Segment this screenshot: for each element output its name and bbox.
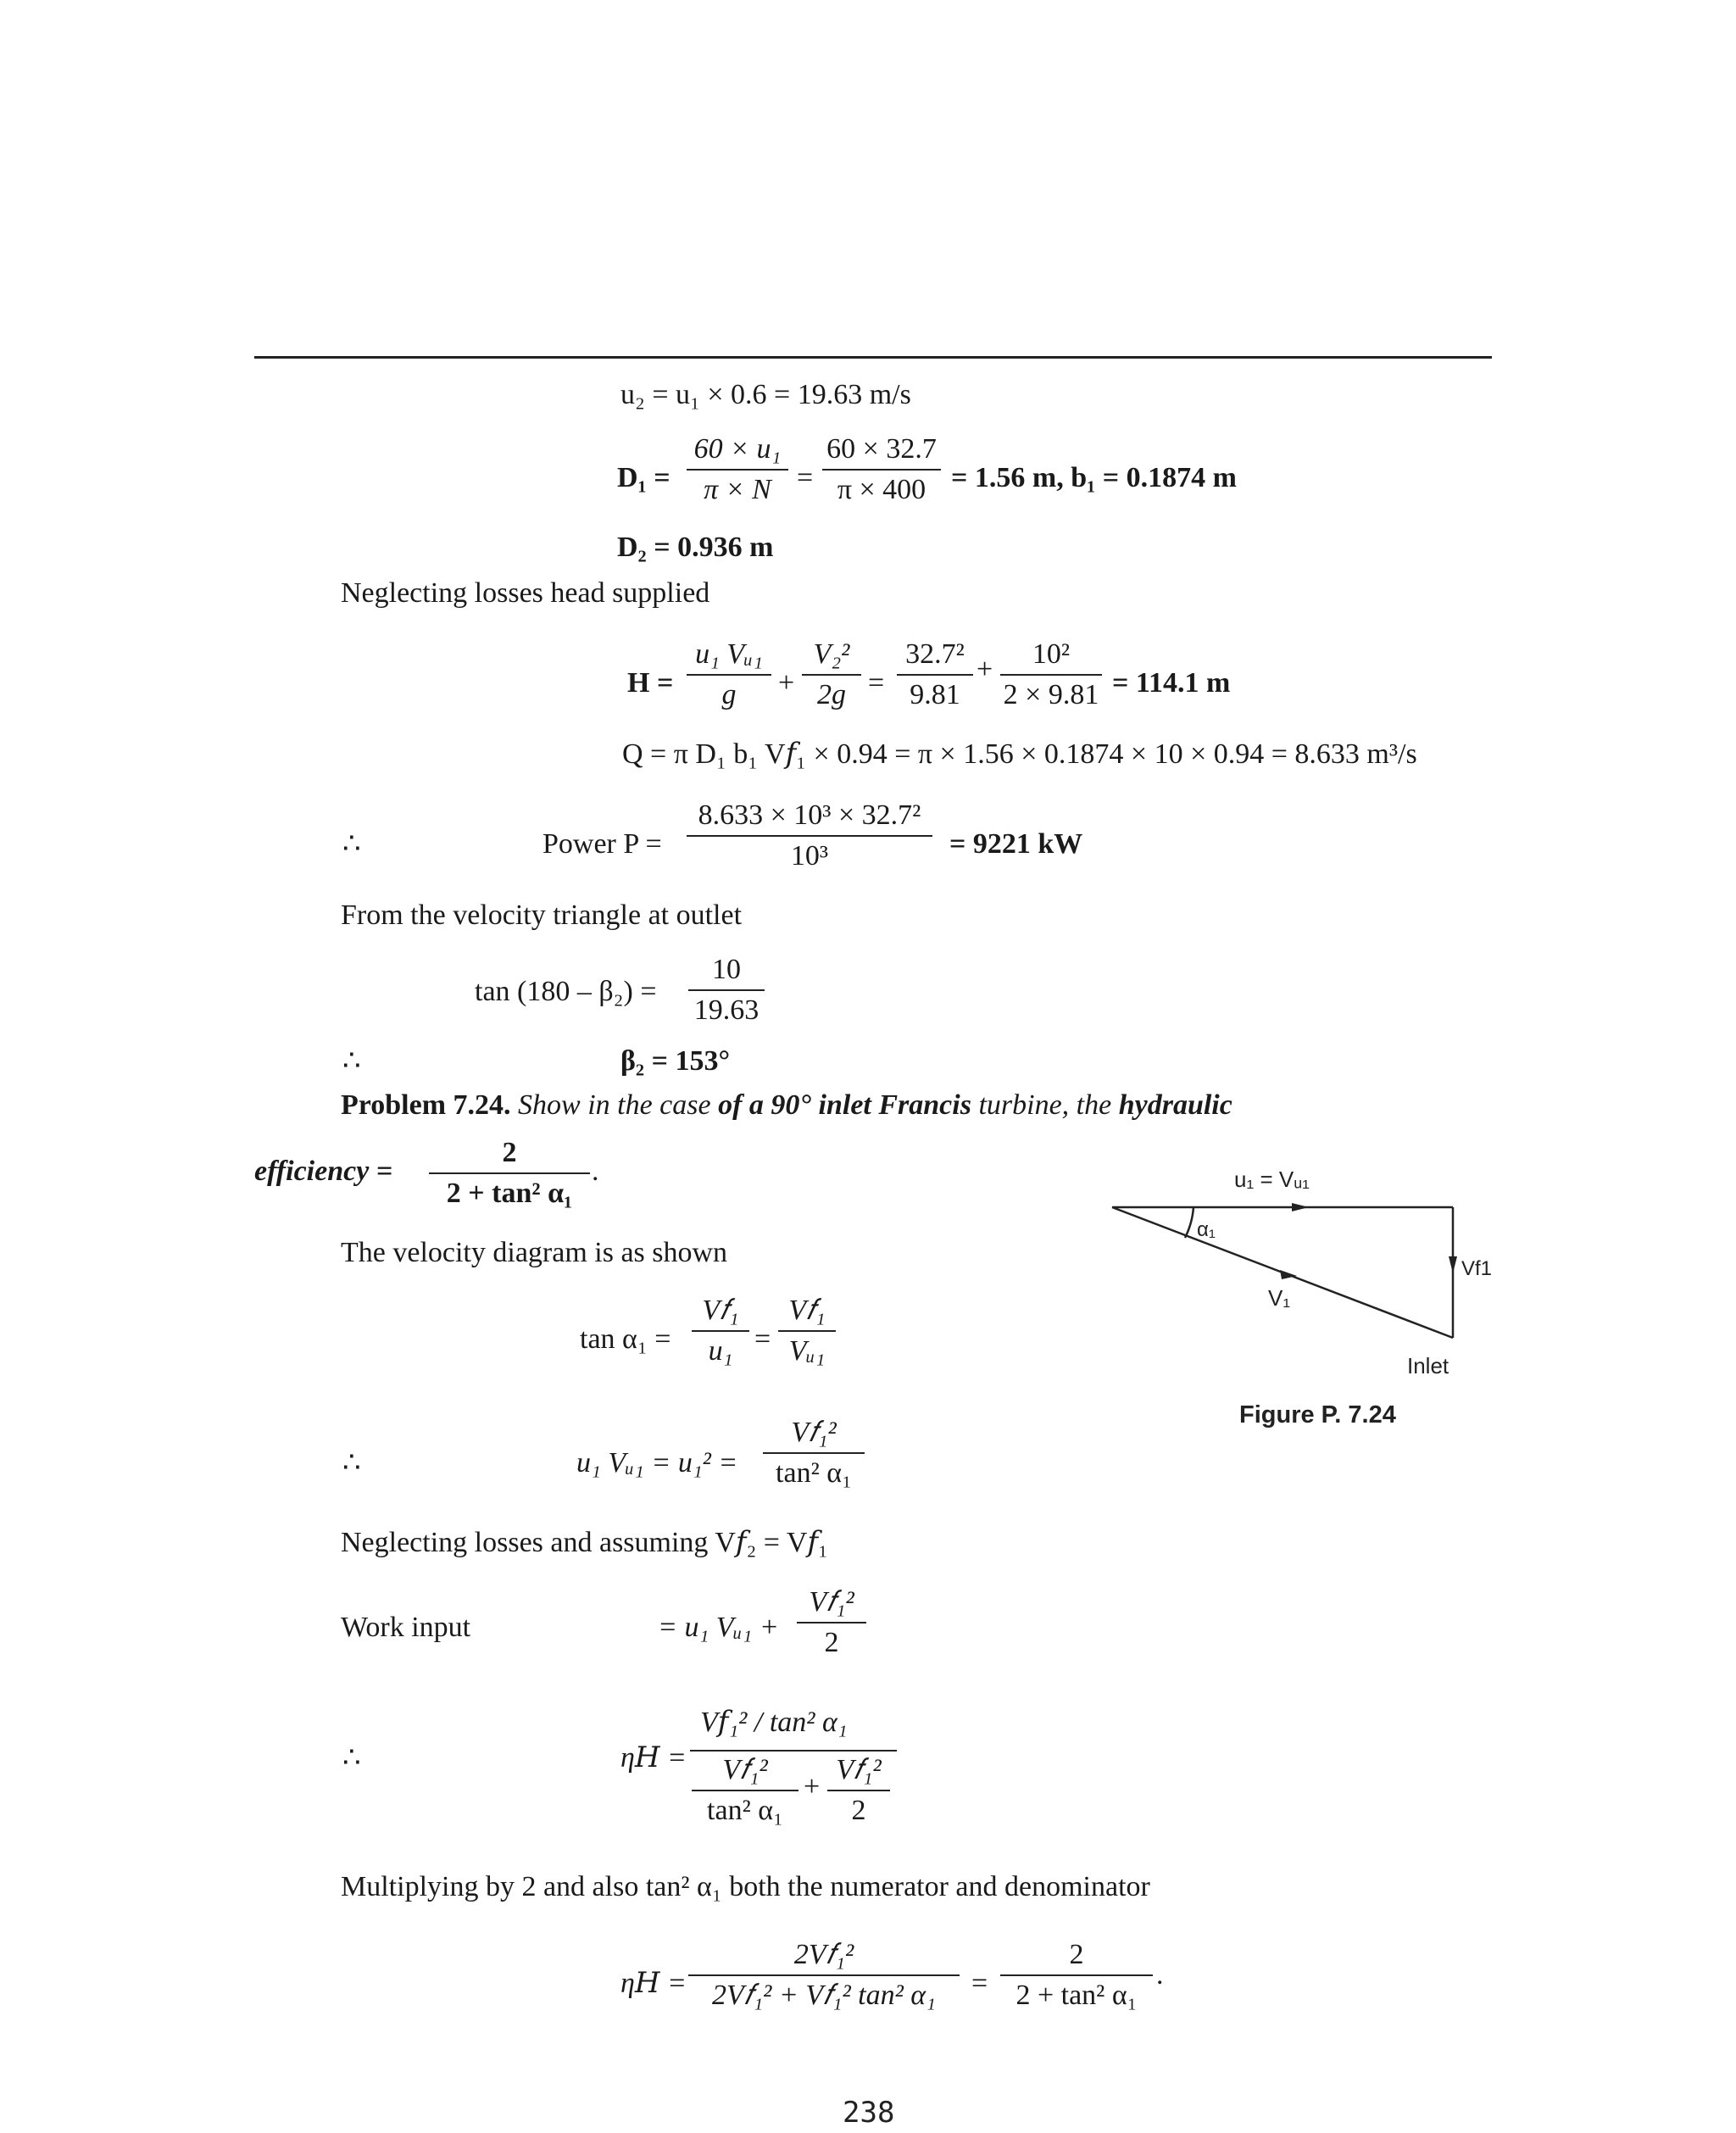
- eq-tan-frac: 10 19.63: [688, 953, 765, 1028]
- eq-h-eq2: =: [868, 667, 885, 699]
- eq-h-plus1: +: [778, 667, 795, 699]
- eq-p-result: = 9221 kW: [949, 828, 1083, 860]
- therefore-3: ∴: [342, 1447, 361, 1479]
- eq-eta1-dfrac2: V𝑓₁² 2: [827, 1753, 890, 1828]
- text-multiplying: Multiplying by 2 and also tan² α₁ both the numerator and denominator: [341, 1871, 1150, 1902]
- eq-tana-eq2: =: [754, 1323, 771, 1355]
- therefore-1: ∴: [342, 828, 361, 860]
- eq-eta1-mainbar: [690, 1750, 897, 1752]
- eq-uv-lhs: u₁ Vᵤ₁ = u₁² =: [576, 1447, 738, 1479]
- work-label: Work input: [341, 1612, 471, 1643]
- eq-eta2-dot: .: [1156, 1959, 1164, 1991]
- text-neglecting-assuming: Neglecting losses and assuming V𝑓₂ = V𝑓₁: [341, 1527, 828, 1558]
- page-number: 238: [843, 2096, 895, 2130]
- eq-eta1-plus: +: [804, 1771, 821, 1802]
- eq-h-frac4: 10² 2 × 9.81: [1000, 638, 1102, 712]
- eq-d2: D₂ = 0.936 m: [617, 532, 774, 563]
- eq-eta2-eq2: =: [971, 1968, 988, 1999]
- vf1-label: Vf1: [1461, 1257, 1493, 1280]
- eq-d1-result: = 1.56 m, b₁ = 0.1874 m: [951, 462, 1237, 493]
- efficiency-dot: .: [592, 1156, 599, 1187]
- u1-arrow: [1292, 1203, 1309, 1211]
- eq-eta1-dfrac1: V𝑓₁² tan² α₁: [692, 1753, 798, 1828]
- eq-h-frac3: 32.7² 9.81: [897, 638, 973, 712]
- eq-eta2-frac1: 2V𝑓₁² 2V𝑓₁² + V𝑓₁² tan² α₁: [688, 1938, 960, 2013]
- eq-work-frac: V𝑓₁² 2: [797, 1585, 866, 1660]
- eq-eta1-num: V𝑓₁² / tan² α₁: [700, 1707, 848, 1738]
- eq-h-result: = 114.1 m: [1112, 667, 1231, 699]
- therefore-4: ∴: [342, 1742, 361, 1774]
- v1-label: V₁: [1268, 1285, 1291, 1311]
- eq-h-frac2: V₂² 2g: [802, 638, 861, 712]
- text-neglecting: Neglecting losses head supplied: [341, 577, 710, 609]
- eq-beta2: β₂ = 153°: [620, 1045, 731, 1077]
- alpha-label: α₁: [1197, 1218, 1216, 1241]
- velocity-triangle-figure: [1102, 1161, 1509, 1433]
- eq-d1-eq2: =: [797, 462, 814, 493]
- figure-caption: Figure P. 7.24: [1239, 1401, 1396, 1428]
- vf1-arrow: [1449, 1256, 1457, 1273]
- eq-tan-lhs: tan (180 – β₂) =: [475, 976, 657, 1007]
- eq-p-lhs: Power P =: [542, 828, 662, 860]
- eq-u2: u₂ = u₁ × 0.6 = 19.63 m/s: [620, 379, 911, 410]
- eq-uv-frac: V𝑓₁² tan² α₁: [763, 1416, 865, 1490]
- eq-d1-frac2: 60 × 32.7 π × 400: [822, 432, 941, 507]
- eq-tana-frac1: V𝑓₁ u₁: [692, 1294, 749, 1368]
- eq-q: Q = π D₁ b₁ V𝑓₁ × 0.94 = π × 1.56 × 0.1874 × 10 × 0.94 = 8.633 m³/s: [622, 738, 1417, 770]
- eq-h-plus2: +: [976, 654, 993, 685]
- efficiency-label: efficiency =: [254, 1156, 393, 1187]
- eq-d1-frac1: 60 × u₁ π × N: [687, 432, 788, 507]
- alpha-arc: [1185, 1207, 1194, 1238]
- text-velocity-diagram: The velocity diagram is as shown: [341, 1237, 728, 1268]
- problem-statement: Problem 7.24. Show in the case of a 90° inlet Francis turbine, the hydraulic: [341, 1089, 1232, 1121]
- eq-tana-frac2: V𝑓₁ Vᵤ₁: [778, 1294, 836, 1368]
- eq-eta2-lhs: η𝐻 =: [620, 1968, 687, 1999]
- eq-work-lhs: = u₁ Vᵤ₁ +: [658, 1612, 779, 1643]
- header-rule: [254, 356, 1492, 359]
- eq-tana-lhs: tan α₁ =: [580, 1323, 671, 1355]
- therefore-2: ∴: [342, 1045, 361, 1077]
- eq-eta2-frac2: 2 2 + tan² α₁: [1000, 1938, 1153, 2013]
- eq-eta1-lhs: η𝐻 =: [620, 1742, 687, 1774]
- inlet-label: Inlet: [1407, 1353, 1449, 1378]
- efficiency-frac: 2 2 + tan² α₁: [429, 1136, 590, 1211]
- eq-h-lhs: H =: [627, 667, 674, 699]
- eq-p-frac: 8.633 × 10³ × 32.7² 10³: [687, 799, 932, 873]
- text-velocity-outlet: From the velocity triangle at outlet: [341, 899, 743, 931]
- u1-label: u₁ = Vᵤ₁: [1234, 1167, 1310, 1192]
- eq-d1-lhs: D₁ =: [617, 462, 670, 493]
- eq-h-frac1: u₁ Vᵤ₁ g: [687, 638, 771, 712]
